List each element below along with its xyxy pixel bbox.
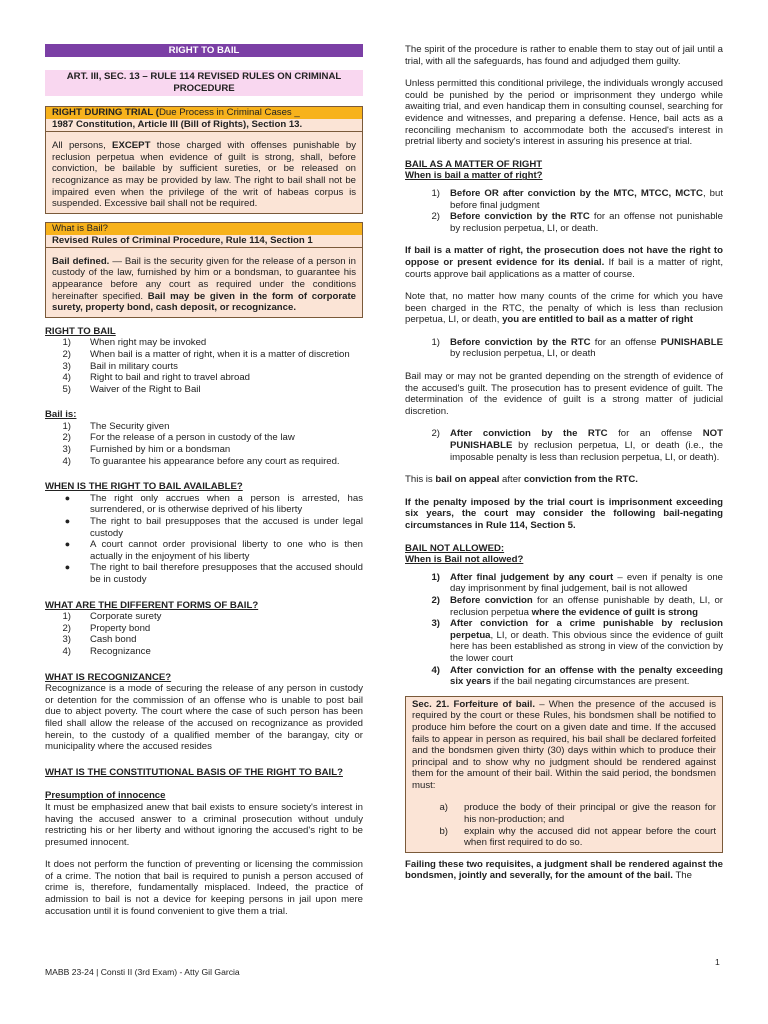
list-item: 1) When right may be invoked: [62, 337, 207, 349]
paragraph: Bail may or may not be granted depending on the strength of evidence of the accused's guilt. The prosecution has to present evidence of guilt. The determination of the evidence of guilt is a strong matter of judicial discretion.: [405, 371, 723, 417]
matter-of-right-list: [405, 188, 723, 234]
list-item: 4) After conviction for an offense with the penalty exceeding six years if the bail negating circumstances are present.: [431, 664, 723, 688]
paragraph: If bail is a matter of right, the prosecution does not have the right to oppose or present evidence for its denial. If bail is a matter of right, courts approve bail applications as a matter of course.: [405, 245, 723, 280]
forfeiture-list: [412, 802, 716, 848]
matter-of-right-subheading: When is bail a matter of right?: [405, 170, 543, 182]
list-item: 2) When bail is a matter of right, when it is a matter of discretion: [62, 348, 350, 360]
box-subheader: 1987 Constitution, Article III (Bill of Rights), Section 13.: [46, 119, 362, 132]
forfeiture-body: Sec. 21. Forfeiture of bail. – When the presence of the accused is required by the court or these Rules, his bondsmen shall be notified to produce him before the court on a given date and time. If the accused fails to appear in person as required, his bail shall be declared forfeited and the bondsmen given thirty (30) days within which to produce their principal and to show why no judgment should be rendered against them for the amount of their bail. Within the said period, the bondsmen must:: [412, 698, 716, 791]
bail-not-allowed-heading: BAIL NOT ALLOWED:: [405, 542, 505, 554]
paragraph: This is bail on appeal after conviction from the RTC.: [405, 474, 638, 486]
when-available-list: [45, 493, 363, 586]
constitutional-heading: WHAT IS THE CONSTITUTIONAL BASIS OF THE RIGHT TO BAIL?: [45, 766, 343, 778]
bail-is-heading: Bail is:: [45, 409, 77, 421]
recognizance-heading: WHAT IS RECOGNIZANCE?: [45, 671, 172, 683]
recognizance-body: Recognizance is a mode of securing the release of any person in custody or detention for the commission of an offense who is unable to post bail due to abject poverty. The court where the case of such person has been filed shall allow the release of the accused on recognizance as provided herein, to the custody of a qualified member of the barangay, city or municipality where the accused resides: [45, 683, 363, 753]
right-to-bail-list: [45, 337, 363, 395]
forms-heading: WHAT ARE THE DIFFERENT FORMS OF BAIL?: [45, 599, 259, 611]
list-item: 4) To guarantee his appearance before any court as required.: [62, 455, 340, 467]
discretion-list: [405, 337, 723, 360]
paragraph: Unless permitted this conditional privilege, the individuals wrongly accused could be punished by the period or imprisonment they undergo while awaiting trial, and even handicap them in consulting counsel, searching for evidence and witnesses, and preparing a defense. Hence, bail acts as a reconciling mechanism to accommodate both the accused's interest in pretrial liberty and society's interest in assuring his presence at trial.: [405, 78, 723, 148]
bail-not-allowed-list: [405, 572, 723, 688]
list-item: 3) Bail in military courts: [62, 360, 178, 372]
bail-is-list: [45, 421, 363, 467]
list-item: 3) Furnished by him or a bondsman: [62, 444, 231, 456]
list-item: 2) Property bond: [62, 622, 151, 634]
page-footer: MABB 23-24 | Consti II (3rd Exam) - Atty Gil Garcia: [45, 967, 240, 977]
box-header: What is Bail?: [46, 223, 362, 235]
list-item: 4) Right to bail and right to travel abroad: [62, 372, 250, 384]
constitutional-paragraph-2: It does not perform the function of preventing or licensing the commission of a crime. The notion that bail is required to punish a person accused of crime is, therefore, fundamentally misplaced. Indeed, the practice of admission to bail is not a device for keeping persons in jail upon mere accusation until it is found convenient to give them a trial.: [45, 859, 363, 917]
section-heading: ART. III, SEC. 13 – RULE 114 REVISED RULES ON CRIMINAL PROCEDURE: [45, 70, 363, 96]
what-is-bail-box: [45, 222, 363, 318]
list-item: 1) After final judgement by any court – even if penalty is one day imprisonment by final judgement, bail is not allowed: [431, 571, 723, 595]
right-to-bail-heading: RIGHT TO BAIL: [45, 325, 116, 337]
page-number: 1: [715, 957, 720, 967]
list-item: 1) Before conviction by the RTC for an offense PUNISHABLE by reclusion perpetua, LI, or death: [431, 336, 723, 360]
list-item: ● The right to bail therefore presupposes that the accused should be in custody: [64, 562, 363, 585]
left-column: [45, 44, 363, 917]
list-item: 3) After conviction for a crime punishable by reclusion perpetua, LI, or death. This obvious since the evidence of guilt here has been established as strong in view of the conviction by the lower court: [431, 618, 723, 664]
list-item: 5) Waiver of the Right to Bail: [62, 383, 201, 395]
list-item: ● The right to bail presupposes that the accused is under legal custody: [64, 516, 363, 539]
constitutional-paragraph-1: It must be emphasized anew that bail exists to ensure society's interest in having the accused answer to a criminal prosecution without unduly restricting his or her liberty and without ignoring the accused's right to be presumed innocent.: [45, 801, 363, 848]
list-item: ● The right only accrues when a person is arrested, has surrendered, or is otherwise deprived of his liberty: [64, 492, 363, 516]
box-subheader: Revised Rules of Criminal Procedure, Rule 114, Section 1: [46, 235, 362, 248]
list-item: 2) Before conviction for an offense punishable by death, LI, or reclusion perpetua where the evidence of guilt is strong: [431, 594, 723, 618]
when-available-heading: WHEN IS THE RIGHT TO BAIL AVAILABLE?: [45, 481, 243, 493]
list-item: 2) After conviction by the RTC for an offense NOT PUNISHABLE by reclusion perpetua, LI, or death (i.e., the imposable penalty is less than reclusion perpetua, LI, or death).: [431, 428, 724, 463]
list-item: a) produce the body of their principal or give the reason for his non-production; and: [439, 802, 716, 826]
paragraph: Failing these two requisites, a judgment shall be rendered against the bondsmen, jointly and severally, for the amount of the bail. The: [405, 858, 723, 882]
list-item: 1) Before OR after conviction by the MTC, MTCC, MCTC, but before final judgment: [431, 187, 723, 211]
list-item: 2) Before conviction by the RTC for an offense not punishable by reclusion perpetua, LI, or death.: [431, 211, 723, 234]
paragraph: The spirit of the procedure is rather to enable them to stay out of jail until a trial, with all the safeguards, has found and adjudged them guilty.: [405, 44, 723, 67]
list-item: b) explain why the accused did not appear before the court when first required to do so.: [439, 825, 716, 849]
list-item: 1) Corporate surety: [62, 611, 162, 623]
list-item: 3) Cash bond: [62, 634, 137, 646]
list-item: 1) The Security given: [62, 420, 170, 432]
forfeiture-box: [405, 696, 723, 853]
right-during-trial-box: [45, 106, 363, 214]
presumption-subheading: Presumption of innocence: [45, 790, 166, 802]
right-column: [405, 44, 723, 882]
list-item: ● A court cannot order provisional liberty to one who is then actually in the enjoyment of his liberty: [64, 539, 363, 562]
forms-list: [45, 611, 363, 657]
box-header: RIGHT DURING TRIAL (Due Process in Criminal Cases _: [46, 107, 362, 119]
box-body: All persons, EXCEPT those charged with offenses punishable by reclusion perpetua when evidence of guilt is strong, shall, before conviction, be bailable by sufficient sureties, or be released on recognizance as may be provided by law. The right to bail shall not be impaired even when the privilege of the writ of habeas corpus is suspended. Excessive bail shall not be required.: [52, 140, 357, 210]
matter-of-right-heading: BAIL AS A MATTER OF RIGHT: [405, 158, 543, 170]
section-title-bar: RIGHT TO BAIL: [45, 44, 363, 57]
bail-not-allowed-subheading: When is Bail not allowed?: [405, 554, 524, 566]
paragraph: Note that, no matter how many counts of the crime for which you have been charged in the RTC, the penalty of which is less than reclusion perpetua, LI, or death, you are entitled to bail as a matter of right: [405, 291, 723, 326]
box-body: Bail defined. — Bail is the security given for the release of a person in custody of the law, furnished by him or a bondsman, to guarantee his appearance before any court as required under the conditions hereinafter specified. Bail may be given in the form of corporate surety, property bond, cash deposit, or recognizance.: [52, 255, 356, 314]
list-item: 4) Recognizance: [62, 645, 151, 657]
list-item: 2) For the release of a person in custody of the law: [62, 432, 295, 444]
paragraph: If the penalty imposed by the trial court is imprisonment exceeding six years, the court may consider the following bail-negating circumstances in Rule 114, Section 5.: [405, 496, 723, 531]
discretion-list-2: [405, 428, 723, 463]
